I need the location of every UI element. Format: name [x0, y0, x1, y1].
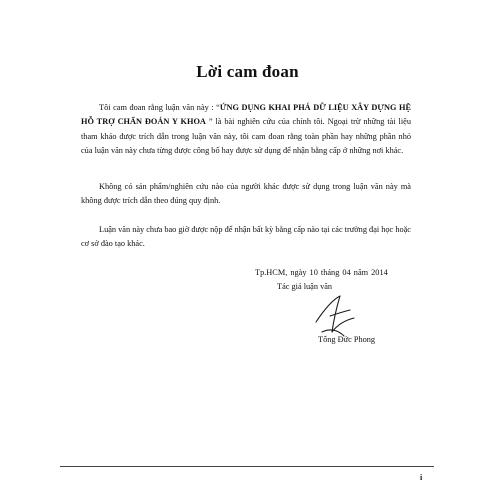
author-name: Tống Đức Phong [318, 335, 376, 344]
footer-divider [60, 466, 434, 467]
page-title: Lời cam đoan [196, 62, 299, 81]
declaration-paragraph-2: Không có sản phẩm/nghiên cứu nào của người khác được sử dụng trong luận văn này mà không được trích dẫn theo đúng quy định. [81, 182, 411, 206]
declaration-paragraph-3: Luận văn này chưa bao giờ được nộp để nhận bất kỳ bằng cấp nào tại các trường đại học hoặc cơ sở đào tạo khác. [81, 225, 411, 249]
declaration-prefix: Tôi cam đoan rằng luận văn này : “ [99, 103, 220, 112]
declaration-suffix: ” là bài nghiên cứu của chính tôi. Ngoại trừ những tài liệu tham khảo được trích dẫn trong luận văn này, tôi cam đoan rằng toàn phần hay những phần nhỏ của luận văn này chưa từng được công bố hay được sử dụng để nhận bằng cấp ở những nơi khác. [81, 117, 411, 156]
place-date: Tp.HCM, ngày 10 tháng 04 năm 2014 [255, 268, 388, 277]
thesis-title: ỨNG DỤNG KHAI PHÁ DỮ LIỆU XÂY DỰNG HỆ HỖ TRỢ CHẨN ĐOÁN Y KHOA [81, 103, 411, 127]
page-number: i [420, 473, 423, 482]
author-role: Tác giả luận văn [277, 282, 333, 291]
declaration-paragraph-1 [81, 101, 411, 159]
